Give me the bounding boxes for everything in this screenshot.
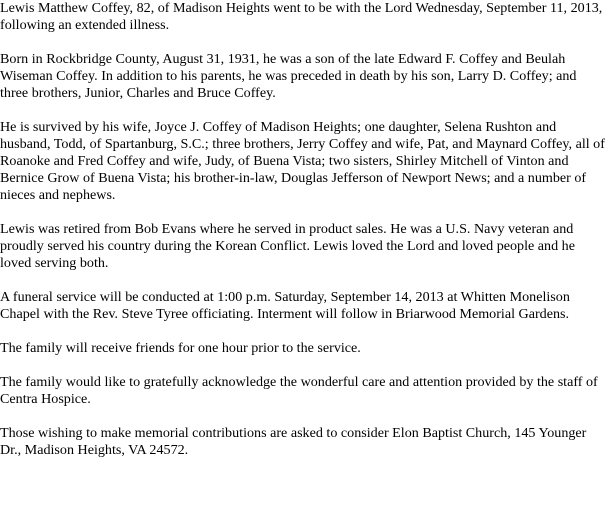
paragraph-acknowledgement: The family would like to gratefully acknowledge the wonderful care and attention provided by the staff of Centra Hospice. — [0, 374, 598, 407]
paragraph-announcement: Lewis Matthew Coffey, 82, of Madison Heights went to be with the Lord Wednesday, September 11, 2013, following an extended illness. — [0, 0, 603, 33]
paragraph-career: Lewis was retired from Bob Evans where he served in product sales. He was a U.S. Navy veteran and proudly served his country during the Korean Conflict. Lewis loved the Lord and loved people and he loved serving both. — [0, 221, 575, 271]
paragraph-memorial-contributions: Those wishing to make memorial contributions are asked to consider Elon Baptist Church, 145 Younger Dr., Madison Heights, VA 24572. — [0, 425, 587, 458]
paragraph-funeral-service: A funeral service will be conducted at 1:00 p.m. Saturday, September 14, 2013 at Whitten Monelison Chapel with the Rev. Steve Tyree officiating. Interment will follow in Briarwood Memorial Gardens. — [0, 289, 570, 322]
paragraph-birth-and-family: Born in Rockbridge County, August 31, 1931, he was a son of the late Edward F. Coffey and Beulah Wiseman Coffey. In addition to his parents, he was preceded in death by his son, Larry D. Coffey; and three brothers, Junior, Charles and Bruce Coffey. — [0, 51, 577, 101]
paragraph-visitation: The family will receive friends for one hour prior to the service. — [0, 340, 361, 356]
paragraph-survivors: He is survived by his wife, Joyce J. Coffey of Madison Heights; one daughter, Selena Rushton and husband, Todd, of Spartanburg, S.C.; three brothers, Jerry Coffey and wife, Pat, and Maynard Coffey, all of Roanoke and Fred Coffey and wife, Judy, of Buena Vista; two sisters, Shirley Mitchell of Vinton and Bernice Grow of Buena Vista; his brother-in-law, Douglas Jefferson of Newport News; and a number of nieces and nephews. — [0, 119, 605, 203]
